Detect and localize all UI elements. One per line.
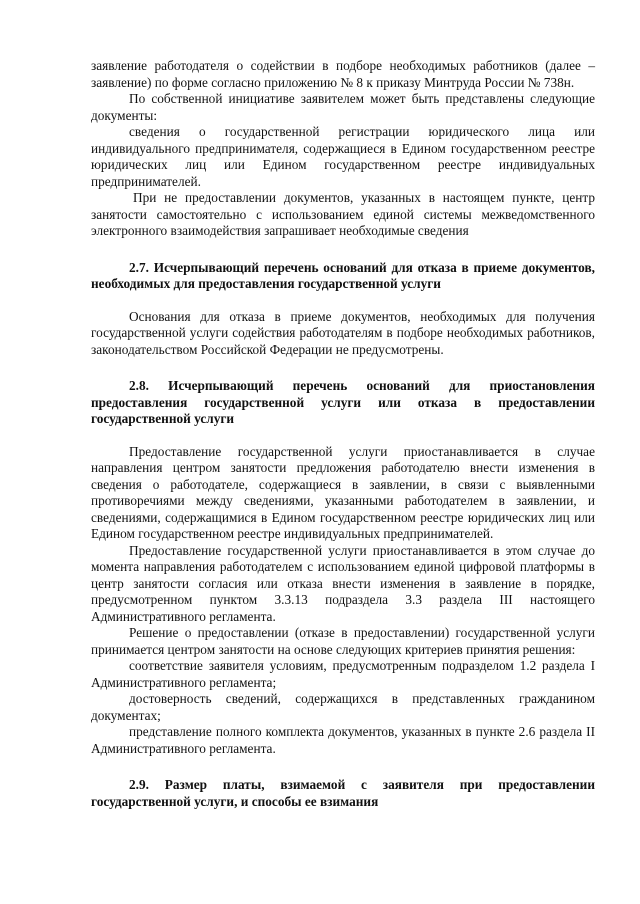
spacer bbox=[91, 293, 595, 309]
heading-section-2-9: 2.9. Размер платы, взимаемой с заявителя при предоставлении государственной услуги, и способы ее взимания bbox=[91, 777, 595, 809]
spacer bbox=[91, 757, 595, 777]
document-body bbox=[91, 58, 595, 810]
paragraph-application-form: заявление работодателя о содействии в подборе необходимых работников (далее – заявление) по форме согласно приложению № 8 к приказу Минтруда России № 738н. bbox=[91, 58, 595, 90]
heading-section-2-7: 2.7. Исчерпывающий перечень оснований для отказа в приеме документов, необходимых для предоставления государственной услуги bbox=[91, 259, 595, 291]
heading-section-2-8: 2.8. Исчерпывающий перечень оснований для приостановления предоставления государственной услуги или отказа в предоставлении государственной услуги bbox=[91, 378, 595, 426]
criterion-complete-set: представление полного комплекта документов, указанных в пункте 2.6 раздела II Административного регламента. bbox=[91, 724, 595, 756]
paragraph-interagency-request: При не предоставлении документов, указанных в настоящем пункте, центр занятости самостоятельно с использованием единой системы межведомственного электронного взаимодействия запрашивает необходимые сведения bbox=[91, 190, 595, 238]
paragraph-refusal-grounds: Основания для отказа в приеме документов, необходимых для получения государственной услуги содействия работодателям в подборе необходимых работников, законодательством Российской Федерации не предусмотрены. bbox=[91, 308, 595, 357]
paragraph-decision-criteria: Решение о предоставлении (отказе в предоставлении) государственной услуги принимается центром занятости на основе следующих критериев принятия решения: bbox=[91, 625, 595, 657]
paragraph-suspension-until: Предоставление государственной услуги приостанавливается в этом случае до момента направления работодателем с использованием единой цифровой платформы в центр занятости согласия или отказа внести изменения в заявление в порядке, предусмотренном пунктом 3.3.13 подраздела 3.3 раздела III настоящего Административного регламента. bbox=[91, 542, 595, 624]
paragraph-optional-documents: По собственной инициативе заявителем может быть представлены следующие документы: bbox=[91, 91, 595, 123]
spacer bbox=[91, 240, 595, 260]
criterion-compliance: соответствие заявителя условиям, предусмотренным подразделом 1.2 раздела I Административного регламента; bbox=[91, 658, 595, 690]
paragraph-registration-info: сведения о государственной регистрации юридического лица или индивидуального предпринимателя, содержащиеся в Едином государственном реестре юридических лиц или Едином государственном реестре индивидуальных предпринимателей. bbox=[91, 124, 595, 189]
spacer bbox=[91, 358, 595, 378]
paragraph-suspension-case: Предоставление государственной услуги приостанавливается в случае направления центром занятости предложения работодателю внести изменения в сведения о работодателе, содержащиеся в заявлении, в связи с выявленными противоречиями между сведениями, указанными работодателем в заявлении, и сведениями, содержащимися в Едином государственном реестре юридических лиц или Едином государственном реестре индивидуальных предпринимателей. bbox=[91, 443, 595, 541]
spacer bbox=[91, 428, 595, 444]
criterion-reliability: достоверность сведений, содержащихся в представленных гражданином документах; bbox=[91, 691, 595, 723]
